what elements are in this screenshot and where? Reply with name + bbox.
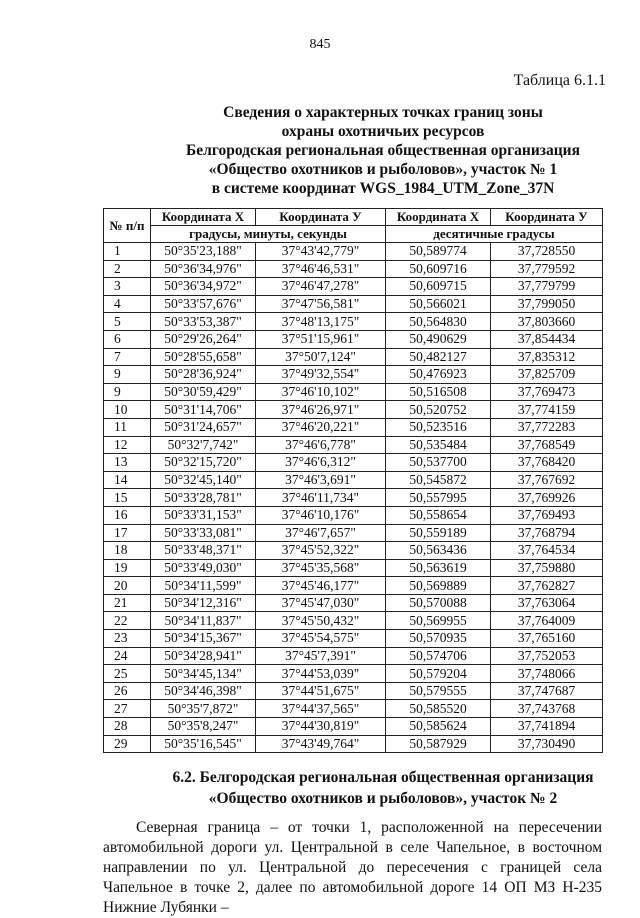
cell-y-dec: 37,767692 [491, 471, 603, 489]
cell-y-dec: 37,763064 [491, 594, 603, 612]
table-row [104, 665, 603, 683]
cell-x-dms: 50°33'31,153" [151, 506, 256, 524]
table-row [104, 295, 603, 313]
cell-x-dec: 50,476923 [386, 366, 491, 384]
section-line: 6.2. Белгородская региональная общественная организация [172, 769, 594, 786]
cell-x-dms: 50°33'48,371" [151, 542, 256, 560]
cell-y-dec: 37,799050 [491, 295, 603, 313]
cell-y-dec: 37,854434 [491, 330, 603, 348]
cell-y-dms: 37°44'53,039" [256, 665, 386, 683]
cell-x-dec: 50,490629 [386, 330, 491, 348]
table-heading [103, 103, 640, 198]
cell-x-dec: 50,564830 [386, 313, 491, 331]
cell-num: 22 [104, 612, 151, 630]
table-row [104, 559, 603, 577]
cell-y-dec: 37,835312 [491, 348, 603, 366]
cell-num: 25 [104, 665, 151, 683]
cell-x-dms: 50°34'45,134" [151, 665, 256, 683]
cell-x-dec: 50,589774 [386, 243, 491, 261]
cell-y-dms: 37°46'6,312" [256, 454, 386, 472]
cell-y-dms: 37°46'47,278" [256, 278, 386, 296]
cell-num: 11 [104, 418, 151, 436]
cell-y-dec: 37,768794 [491, 524, 603, 542]
cell-num: 20 [104, 577, 151, 595]
header-y-dec: Координата У [491, 209, 603, 226]
cell-num: 23 [104, 630, 151, 648]
cell-x-dec: 50,537700 [386, 454, 491, 472]
cell-num: 3 [104, 278, 151, 296]
cell-y-dec: 37,743768 [491, 700, 603, 718]
cell-num: 10 [104, 401, 151, 419]
cell-y-dec: 37,772283 [491, 418, 603, 436]
table-row [104, 278, 603, 296]
cell-y-dms: 37°47'56,581" [256, 295, 386, 313]
cell-y-dms: 37°49'32,554" [256, 366, 386, 384]
cell-x-dec: 50,558654 [386, 506, 491, 524]
cell-y-dms: 37°44'37,565" [256, 700, 386, 718]
cell-x-dms: 50°33'33,081" [151, 524, 256, 542]
table-row [104, 506, 603, 524]
cell-y-dec: 37,803660 [491, 313, 603, 331]
cell-num: 21 [104, 594, 151, 612]
cell-num: 12 [104, 436, 151, 454]
cell-x-dms: 50°34'46,398" [151, 682, 256, 700]
cell-y-dms: 37°45'7,391" [256, 647, 386, 665]
cell-y-dms: 37°45'47,030" [256, 594, 386, 612]
section-heading [103, 767, 640, 809]
heading-line: Белгородская региональная общественная организация [186, 142, 580, 159]
cell-x-dms: 50°34'11,599" [151, 577, 256, 595]
cell-num: 9 [104, 366, 151, 384]
cell-y-dms: 37°46'11,734" [256, 489, 386, 507]
cell-x-dec: 50,585520 [386, 700, 491, 718]
cell-x-dec: 50,574706 [386, 647, 491, 665]
cell-x-dec: 50,570935 [386, 630, 491, 648]
cell-num: 16 [104, 506, 151, 524]
cell-num: 1 [104, 243, 151, 261]
cell-x-dms: 50°34'11,837" [151, 612, 256, 630]
cell-y-dms: 37°46'46,531" [256, 260, 386, 278]
cell-y-dms: 37°48'13,175" [256, 313, 386, 331]
cell-x-dms: 50°34'28,941" [151, 647, 256, 665]
cell-x-dec: 50,569955 [386, 612, 491, 630]
cell-x-dms: 50°35'23,188" [151, 243, 256, 261]
cell-x-dms: 50°33'49,030" [151, 559, 256, 577]
cell-x-dec: 50,563436 [386, 542, 491, 560]
header-x-dms: Координата X [151, 209, 256, 226]
table-row [104, 383, 603, 401]
cell-x-dec: 50,585624 [386, 718, 491, 736]
cell-y-dms: 37°43'42,779" [256, 243, 386, 261]
cell-y-dec: 37,752053 [491, 647, 603, 665]
cell-num: 5 [104, 313, 151, 331]
cell-x-dec: 50,482127 [386, 348, 491, 366]
table-caption: Таблица 6.1.1 [513, 72, 606, 89]
table-row [104, 612, 603, 630]
header-num: № п/п [104, 209, 151, 243]
cell-x-dec: 50,557995 [386, 489, 491, 507]
cell-x-dms: 50°32'15,720" [151, 454, 256, 472]
cell-y-dms: 37°46'26,971" [256, 401, 386, 419]
heading-line: охраны охотничьих ресурсов [281, 123, 485, 140]
cell-y-dec: 37,728550 [491, 243, 603, 261]
cell-y-dec: 37,774159 [491, 401, 603, 419]
cell-num: 28 [104, 718, 151, 736]
cell-num: 17 [104, 524, 151, 542]
cell-x-dms: 50°28'55,658" [151, 348, 256, 366]
heading-line: «Общество охотников и рыболовов», участок № 1 [208, 161, 558, 178]
table-row [104, 330, 603, 348]
cell-num: 24 [104, 647, 151, 665]
cell-y-dms: 37°46'20,221" [256, 418, 386, 436]
cell-y-dec: 37,769473 [491, 383, 603, 401]
cell-num: 13 [104, 454, 151, 472]
table-row [104, 647, 603, 665]
section-line: «Общество охотников и рыболовов», участок № 2 [208, 790, 558, 807]
cell-y-dms: 37°45'46,177" [256, 577, 386, 595]
page-number: 845 [309, 37, 331, 52]
cell-y-dms: 37°50'7,124" [256, 348, 386, 366]
cell-x-dms: 50°34'12,316" [151, 594, 256, 612]
cell-x-dms: 50°35'16,545" [151, 735, 256, 753]
table-row [104, 243, 603, 261]
body-paragraph: Северная граница – от точки 1, расположенной на пересечении автомобильной дороги ул. Центральной в селе Чапельное, в восточном направлении по ул. Центральной до пересечения с границей села Чапельное в точке 2, далее по автомобильной дороге 14 ОП МЗ Н-235 Нижние Лубянки – [103, 819, 602, 916]
cell-y-dec: 37,779799 [491, 278, 603, 296]
coordinates-table [103, 208, 603, 753]
table-row [104, 718, 603, 736]
cell-x-dec: 50,545872 [386, 471, 491, 489]
cell-y-dms: 37°45'52,322" [256, 542, 386, 560]
cell-y-dec: 37,765160 [491, 630, 603, 648]
cell-y-dms: 37°46'7,657" [256, 524, 386, 542]
cell-num: 18 [104, 542, 151, 560]
table-row [104, 735, 603, 753]
cell-x-dec: 50,609716 [386, 260, 491, 278]
table-row [104, 577, 603, 595]
cell-num: 9 [104, 383, 151, 401]
cell-num: 2 [104, 260, 151, 278]
cell-x-dms: 50°28'36,924" [151, 366, 256, 384]
cell-num: 6 [104, 330, 151, 348]
cell-x-dec: 50,566021 [386, 295, 491, 313]
cell-y-dms: 37°46'3,691" [256, 471, 386, 489]
cell-y-dec: 37,730490 [491, 735, 603, 753]
cell-num: 14 [104, 471, 151, 489]
cell-x-dms: 50°33'53,387" [151, 313, 256, 331]
heading-line: Сведения о характерных точках границ зоны [223, 104, 543, 121]
cell-y-dec: 37,764534 [491, 542, 603, 560]
cell-y-dec: 37,748066 [491, 665, 603, 683]
table-row [104, 594, 603, 612]
cell-y-dec: 37,779592 [491, 260, 603, 278]
table-row [104, 489, 603, 507]
cell-num: 19 [104, 559, 151, 577]
cell-x-dms: 50°35'7,872" [151, 700, 256, 718]
cell-y-dms: 37°43'49,764" [256, 735, 386, 753]
cell-x-dms: 50°33'28,781" [151, 489, 256, 507]
table-row [104, 630, 603, 648]
cell-num: 4 [104, 295, 151, 313]
cell-y-dec: 37,769926 [491, 489, 603, 507]
cell-y-dec: 37,759880 [491, 559, 603, 577]
cell-y-dms: 37°44'51,675" [256, 682, 386, 700]
cell-x-dms: 50°30'59,429" [151, 383, 256, 401]
table-row [104, 401, 603, 419]
cell-x-dec: 50,579555 [386, 682, 491, 700]
cell-x-dec: 50,609715 [386, 278, 491, 296]
cell-y-dec: 37,825709 [491, 366, 603, 384]
table-row [104, 418, 603, 436]
cell-y-dms: 37°45'35,568" [256, 559, 386, 577]
table-row [104, 313, 603, 331]
cell-x-dms: 50°31'14,706" [151, 401, 256, 419]
cell-y-dec: 37,768549 [491, 436, 603, 454]
cell-x-dms: 50°33'57,676" [151, 295, 256, 313]
cell-y-dec: 37,762827 [491, 577, 603, 595]
cell-x-dec: 50,516508 [386, 383, 491, 401]
header-y-dms: Координата У [256, 209, 386, 226]
cell-num: 27 [104, 700, 151, 718]
cell-y-dms: 37°51'15,961" [256, 330, 386, 348]
cell-x-dec: 50,570088 [386, 594, 491, 612]
header-x-dec: Координата X [386, 209, 491, 226]
cell-x-dec: 50,569889 [386, 577, 491, 595]
heading-line: в системе координат WGS_1984_UTM_Zone_37N [211, 180, 555, 197]
table-row [104, 436, 603, 454]
cell-x-dms: 50°36'34,976" [151, 260, 256, 278]
cell-y-dec: 37,769493 [491, 506, 603, 524]
subheader-dms: градусы, минуты, секунды [151, 226, 386, 243]
cell-x-dms: 50°35'8,247" [151, 718, 256, 736]
table-row [104, 260, 603, 278]
cell-y-dec: 37,768420 [491, 454, 603, 472]
cell-y-dms: 37°44'30,819" [256, 718, 386, 736]
cell-num: 29 [104, 735, 151, 753]
table-row [104, 471, 603, 489]
table-row [104, 682, 603, 700]
cell-x-dms: 50°36'34,972" [151, 278, 256, 296]
cell-x-dec: 50,535484 [386, 436, 491, 454]
table-row [104, 700, 603, 718]
cell-x-dec: 50,559189 [386, 524, 491, 542]
cell-x-dec: 50,563619 [386, 559, 491, 577]
cell-num: 15 [104, 489, 151, 507]
cell-x-dec: 50,579204 [386, 665, 491, 683]
table-row [104, 524, 603, 542]
cell-y-dec: 37,764009 [491, 612, 603, 630]
table-row [104, 348, 603, 366]
table-row [104, 366, 603, 384]
cell-y-dec: 37,741894 [491, 718, 603, 736]
cell-x-dms: 50°32'7,742" [151, 436, 256, 454]
cell-y-dms: 37°45'54,575" [256, 630, 386, 648]
cell-y-dms: 37°46'6,778" [256, 436, 386, 454]
cell-y-dms: 37°45'50,432" [256, 612, 386, 630]
cell-x-dec: 50,587929 [386, 735, 491, 753]
subheader-dec: десятичные градусы [386, 226, 603, 243]
table-row [104, 454, 603, 472]
cell-y-dms: 37°46'10,176" [256, 506, 386, 524]
cell-num: 7 [104, 348, 151, 366]
cell-x-dms: 50°32'45,140" [151, 471, 256, 489]
cell-x-dec: 50,523516 [386, 418, 491, 436]
cell-x-dms: 50°31'24,657" [151, 418, 256, 436]
cell-x-dms: 50°34'15,367" [151, 630, 256, 648]
cell-x-dec: 50,520752 [386, 401, 491, 419]
cell-num: 26 [104, 682, 151, 700]
cell-x-dms: 50°29'26,264" [151, 330, 256, 348]
cell-y-dms: 37°46'10,102" [256, 383, 386, 401]
cell-y-dec: 37,747687 [491, 682, 603, 700]
table-row [104, 542, 603, 560]
